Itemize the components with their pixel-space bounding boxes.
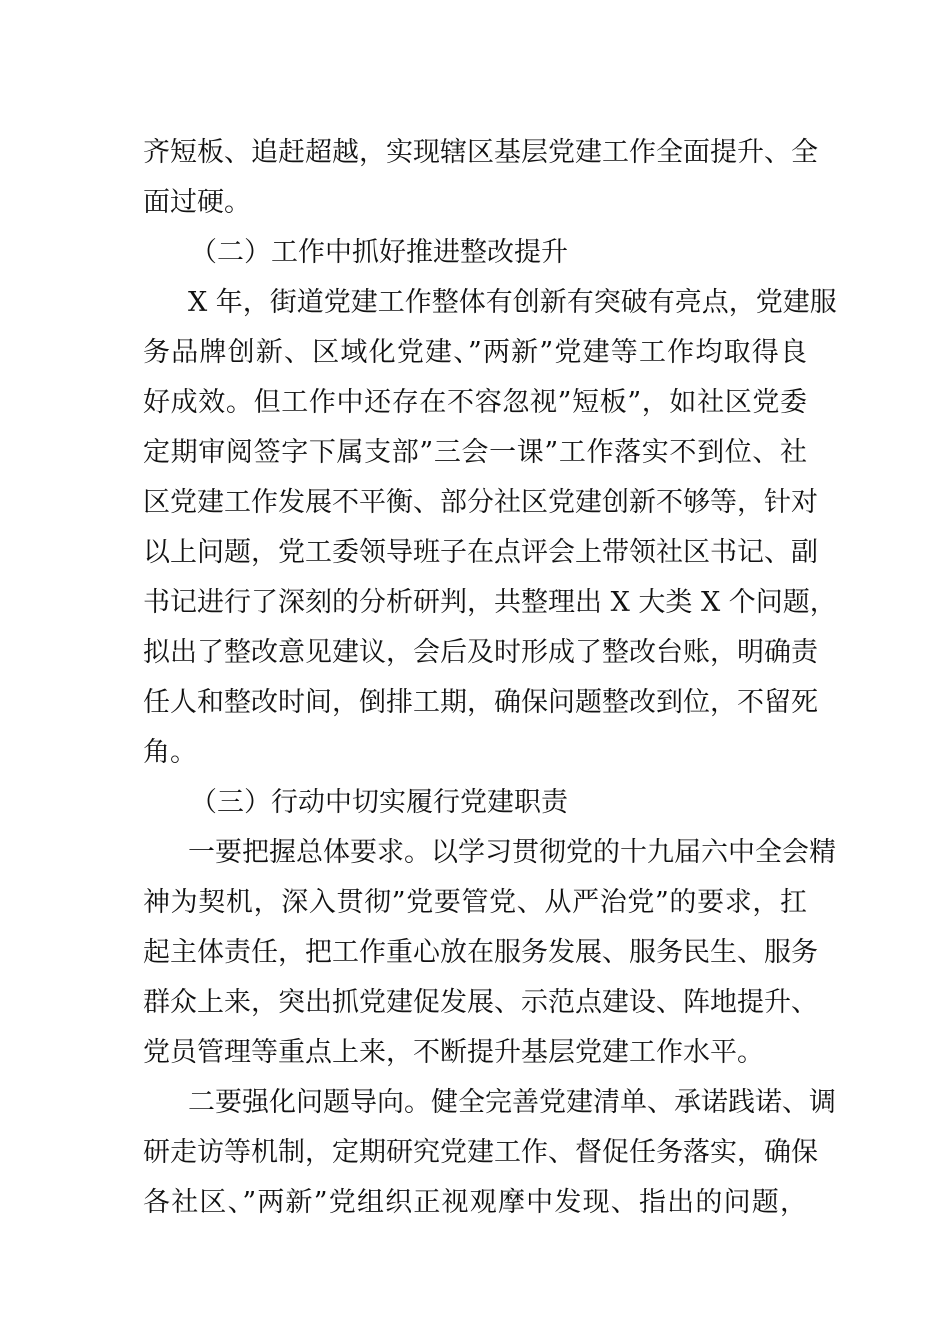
text-line: 二要强化问题导向。健全完善党建清单、承诺践诺、调 xyxy=(188,1087,836,1118)
text-line: 党员管理等重点上来，不断提升基层党建工作水平。 xyxy=(143,1037,764,1068)
text-line: 神为契机，深入贯彻”党要管党、从严治党”的要求，扛 xyxy=(143,887,807,918)
text-line: 以上问题，党工委领导班子在点评会上带领社区书记、副 xyxy=(143,537,818,568)
text-line: 区党建工作发展不平衡、部分社区党建创新不够等，针对 xyxy=(143,487,818,518)
text-line: 务品牌创新、区域化党建、”两新”党建等工作均取得良 xyxy=(143,337,807,368)
text-line: 好成效。但工作中还存在不容忽视”短板”，如社区党委 xyxy=(143,387,807,418)
text-line: 群众上来，突出抓党建促发展、示范点建设、阵地提升、 xyxy=(143,987,818,1018)
text-line: 书记进行了深刻的分析研判，共整理出 X 大类 X 个问题， xyxy=(143,587,837,618)
text-line: 拟出了整改意见建议，会后及时形成了整改台账，明确责 xyxy=(143,637,818,668)
text-line: 面过硬。 xyxy=(143,187,251,218)
text-line: 研走访等机制，定期研究党建工作、督促任务落实，确保 xyxy=(143,1137,818,1168)
text-line: 角。 xyxy=(143,737,197,768)
text-line: 定期审阅签字下属支部”三会一课”工作落实不到位、社 xyxy=(143,437,807,468)
text-line: 齐短板、追赶超越，实现辖区基层党建工作全面提升、全 xyxy=(143,137,818,168)
text-line: X 年，街道党建工作整体有创新有突破有亮点，党建服 xyxy=(188,287,837,318)
section-heading-2: （二）工作中抓好推进整改提升 xyxy=(190,237,568,268)
text-line: 起主体责任，把工作重心放在服务发展、服务民生、服务 xyxy=(143,937,818,968)
text-line: 任人和整改时间，倒排工期，确保问题整改到位，不留死 xyxy=(143,687,818,718)
section-heading-3: （三）行动中切实履行党建职责 xyxy=(190,787,568,818)
text-line: 一要把握总体要求。以学习贯彻党的十九届六中全会精 xyxy=(188,837,836,868)
text-line: 各社区、”两新”党组织正视观摩中发现、指出的问题， xyxy=(143,1187,807,1218)
